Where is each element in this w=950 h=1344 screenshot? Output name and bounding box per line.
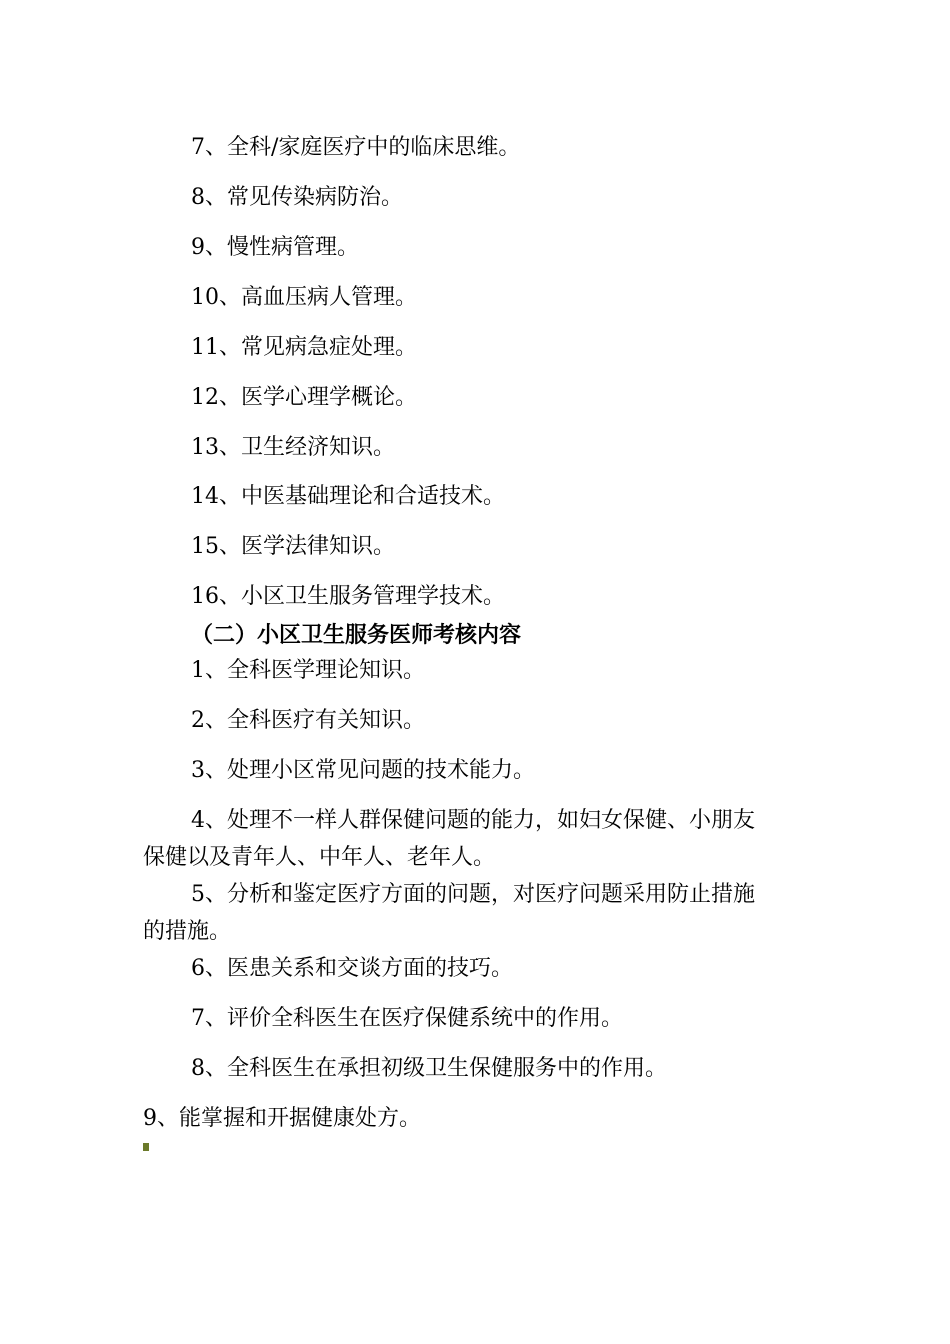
list-item: 7、评价全科医生在医疗保健系统中的作用。: [191, 1006, 623, 1031]
list-item: 8、常见传染病防治。: [191, 185, 403, 210]
list-item: 3、处理小区常见问题的技术能力。: [191, 758, 535, 783]
list-item: 10、高血压病人管理。: [191, 285, 417, 310]
list-item: 7、全科/家庭医疗中的临床思维。: [191, 135, 521, 160]
list-item: 5、分析和鉴定医疗方面的问题，对医疗问题采用防止措施: [191, 882, 755, 907]
list-item: 15、医学法律知识。: [191, 534, 395, 559]
list-item: 12、医学心理学概论。: [191, 385, 417, 410]
list-item: 9、能掌握和开据健康处方。: [143, 1106, 421, 1131]
list-item-continuation: 保健以及青年人、中年人、老年人。: [143, 845, 496, 870]
list-item: 9、慢性病管理。: [191, 235, 359, 260]
list-item: 13、卫生经济知识。: [191, 435, 395, 460]
list-item: 4、处理不一样人群保健问题的能力，如妇女保健、小朋友: [191, 808, 755, 833]
list-item: 6、医患关系和交谈方面的技巧。: [191, 956, 513, 981]
text-anchor-marker: [143, 1143, 149, 1151]
list-item: 11、常见病急症处理。: [191, 335, 417, 360]
section-heading: （二）小区卫生服务医师考核内容: [191, 622, 522, 648]
list-item-continuation: 的措施。: [143, 919, 232, 944]
list-item: 1、全科医学理论知识。: [191, 658, 425, 683]
list-item: 8、全科医生在承担初级卫生保健服务中的作用。: [191, 1056, 667, 1081]
list-item: 14、中医基础理论和合适技术。: [191, 484, 505, 509]
list-item: 2、全科医疗有关知识。: [191, 708, 425, 733]
list-item: 16、小区卫生服务管理学技术。: [191, 584, 505, 609]
